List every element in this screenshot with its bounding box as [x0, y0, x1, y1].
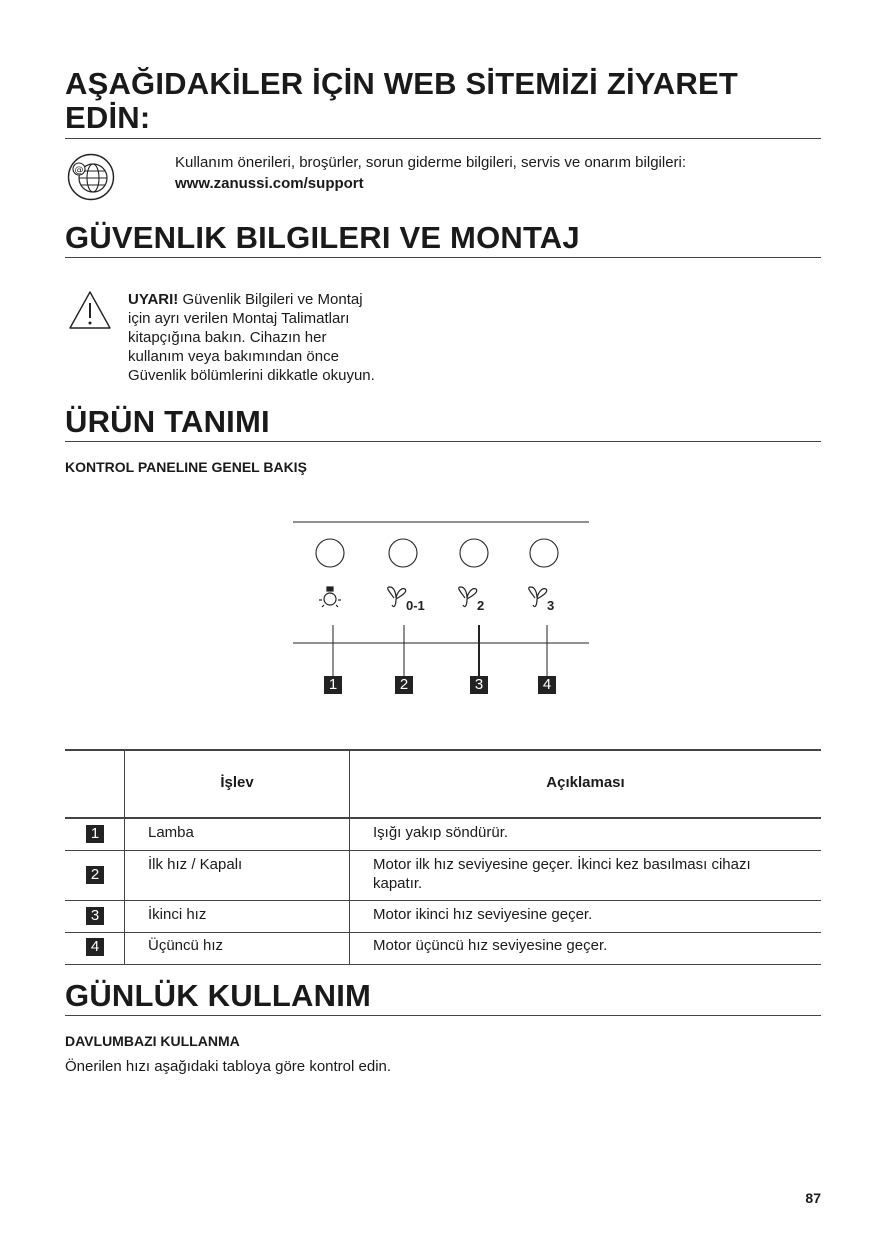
panel-number-4: 4	[538, 676, 556, 694]
fan-label-0-1: 0-1	[406, 598, 425, 613]
fan-label-2: 2	[477, 598, 485, 613]
warning-triangle-icon	[68, 290, 112, 330]
lamp-icon	[319, 587, 341, 607]
page-number: 87	[805, 1190, 821, 1206]
fan-icon-2	[459, 587, 477, 607]
warning-line-3: kitapçığına bakın. Cihazın her	[128, 329, 327, 346]
table-row-2-number: 2	[86, 866, 104, 884]
daily-section-title: GÜNLÜK KULLANIM	[65, 978, 372, 1013]
table-row-1-description: Işığı yakıp söndürür.	[373, 824, 509, 841]
table-row-3-description: Motor ikinci hız seviyesine geçer.	[373, 906, 593, 923]
warning-line-4: kullanım veya bakımından önce	[128, 348, 339, 365]
control-panel-subtitle: KONTROL PANELINE GENEL BAKIŞ	[65, 459, 307, 475]
table-row-3-function: İkinci hız	[148, 906, 207, 923]
daily-section-rule	[65, 1015, 821, 1016]
panel-button-4	[530, 539, 558, 567]
fan-icon-3	[529, 587, 547, 607]
table-row-rule-1	[65, 850, 821, 851]
warning-line-2: için ayrı verilen Montaj Talimatları	[128, 310, 350, 327]
support-url-link[interactable]: www.zanussi.com/support	[175, 175, 364, 192]
web-section-title-line1: AŞAĞIDAKİLER İÇİN WEB SİTEMİZİ ZİYARET	[65, 66, 738, 101]
warning-text	[128, 290, 375, 385]
table-row-1-function: Lamba	[148, 824, 194, 841]
panel-number-3: 3	[470, 676, 488, 694]
table-row-3-number: 3	[86, 907, 104, 925]
panel-number-2: 2	[395, 676, 413, 694]
safety-section-title: GÜVENLIK BILGILERI VE MONTAJ	[65, 220, 580, 255]
table-row-2-description-line2: kapatır.	[373, 875, 423, 892]
panel-button-2	[389, 539, 417, 567]
table-row-4-function: Üçüncü hız	[148, 937, 224, 954]
web-section-title-line2: EDİN:	[65, 100, 151, 135]
globe-at-icon	[67, 153, 115, 201]
web-section-text: Kullanım önerileri, broşürler, sorun giderme bilgileri, servis ve onarım bilgileri:	[175, 154, 687, 171]
table-row-2-description-line1: Motor ilk hız seviyesine geçer. İkinci kez basılması cihazı	[373, 856, 751, 873]
panel-button-1	[316, 539, 344, 567]
table-top-rule	[65, 749, 821, 751]
table-header-description: Açıklaması	[546, 774, 625, 791]
table-row-4-number: 4	[86, 938, 104, 956]
table-header-function: İşlev	[220, 774, 254, 791]
warning-line-1: Güvenlik Bilgileri ve Montaj	[178, 291, 363, 308]
table-bottom-rule	[65, 964, 821, 965]
fan-label-3: 3	[547, 598, 555, 613]
hood-usage-subtitle: DAVLUMBAZI KULLANMA	[65, 1033, 240, 1049]
hood-usage-text: Önerilen hızı aşağıdaki tabloya göre kontrol edin.	[65, 1058, 392, 1075]
table-row-1-number: 1	[86, 825, 104, 843]
panel-button-3	[460, 539, 488, 567]
web-section-rule	[65, 138, 821, 139]
table-row-4-description: Motor üçüncü hız seviyesine geçer.	[373, 937, 608, 954]
product-section-title: ÜRÜN TANIMI	[65, 404, 270, 439]
product-section-rule	[65, 441, 821, 442]
warning-line-5: Güvenlik bölümlerini dikkatle okuyun.	[128, 367, 375, 384]
fan-icon-1	[388, 587, 406, 607]
table-row-rule-2	[65, 900, 821, 901]
safety-section-rule	[65, 257, 821, 258]
table-row-rule-3	[65, 932, 821, 933]
table-header-rule	[65, 817, 821, 819]
table-row-2-function: İlk hız / Kapalı	[148, 856, 243, 873]
warning-label: UYARI!	[128, 291, 179, 308]
panel-number-1: 1	[324, 676, 342, 694]
svg-text:@: @	[74, 165, 84, 176]
